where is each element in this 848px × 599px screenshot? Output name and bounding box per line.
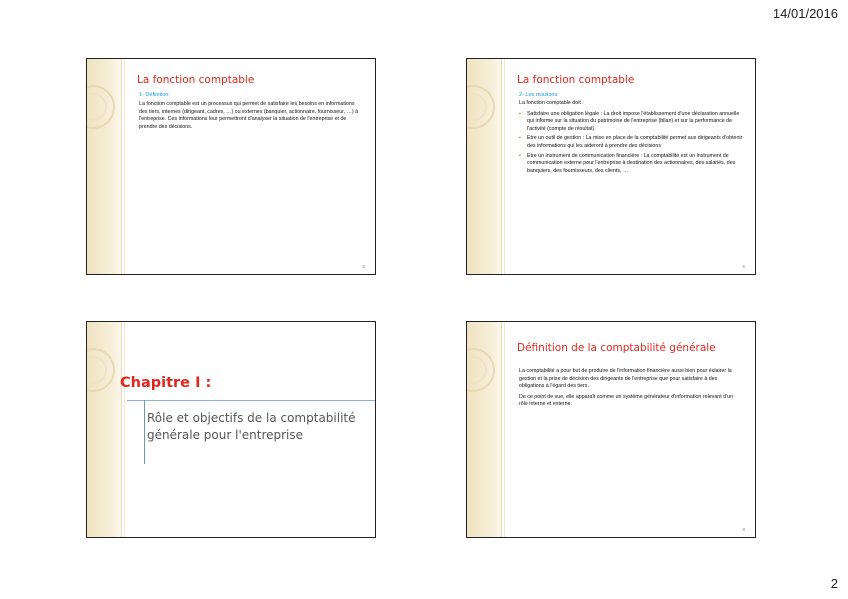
list-item-text: Satisfaire une obligation légale : La droit impose l'établissement d'une déclaration annuelle qui informe sur la situation du patrimoine de l'entreprise (bilan) et sur la performance de l'activité (compte de résultat). xyxy=(527,110,740,132)
decorative-line xyxy=(501,322,502,537)
slide-thumbnail-3 xyxy=(86,321,376,538)
list-item xyxy=(519,153,743,176)
decorative-line xyxy=(504,59,505,274)
chapter-subtitle: Rôle et objectifs de la comptabilité générale pour l'entreprise xyxy=(147,411,356,442)
slide-subtitle: 1- Définition: xyxy=(139,92,170,98)
divider xyxy=(127,400,375,401)
slide-title: La fonction comptable xyxy=(137,74,255,86)
slide-number: 6 xyxy=(742,264,745,269)
list-item xyxy=(519,111,743,134)
slide-body: La fonction comptable est un processus qui permet de satisfaire les besoins en informations des tiers, internes (dirigeant, cadres, …) ou externes (banquier, actionnaire, fournisseur, …) à l'entreprise. Ces informations leur permettront d'analyser la situation de l'entreprise et de prendre des décisions. xyxy=(139,101,359,130)
bullet-icon: ▪ xyxy=(519,110,521,117)
slide-number: 8 xyxy=(742,527,745,532)
list-item-text: Etre un instrument de communication financière : La comptabilité est un instrument de communication externe pour l'entreprise à destination des actionnaires, des salariés, des banquiers, des fournisseurs, des clients, … xyxy=(527,152,736,174)
slide-paragraph: La comptabilité a pour but de produire de l'information financière aussi bien pour éclairer la gestion et la prise de décision des dirigeants de l'entreprise que pour satisfaire à des obligations à l'égard des tiers. xyxy=(519,368,732,390)
slide-body xyxy=(519,100,743,177)
decorative-line xyxy=(504,322,505,537)
decorative-line xyxy=(124,59,125,274)
decorative-line xyxy=(121,59,122,274)
slide-thumbnail-4 xyxy=(466,321,756,538)
slide-body xyxy=(519,368,743,409)
page-date: 14/01/2016 xyxy=(772,6,838,21)
list-item-text: Etre un outil de gestion : La mise en place de la comptabilité permet aux dirigeants d'obtenir des informations qui les aideront à prendre des décisions xyxy=(527,135,743,149)
slide-thumbnail-2 xyxy=(466,58,756,275)
bullet-list xyxy=(519,111,743,176)
bullet-icon: ▪ xyxy=(519,152,521,159)
slide-title: La fonction comptable xyxy=(517,74,635,86)
decorative-line xyxy=(124,322,125,537)
slide-paragraph: De ce point de vue, elle apparaît comme un système générateur d'information relevant d'un rôle interne et externe. xyxy=(519,393,734,408)
slide-intro: La fonction comptable doit : xyxy=(519,100,584,106)
decorative-line xyxy=(501,59,502,274)
bullet-icon: ▪ xyxy=(519,135,521,142)
chapter-title: Chapitre I : xyxy=(120,375,212,391)
list-item xyxy=(519,135,743,150)
slide-thumbnail-1 xyxy=(86,58,376,275)
slide-subtitle: 2- Les missions: xyxy=(519,92,559,98)
decorative-line xyxy=(121,322,122,537)
divider-vertical xyxy=(144,400,145,464)
slide-title: Définition de la comptabilité générale xyxy=(517,342,716,354)
page-number: 2 xyxy=(830,576,838,591)
slide-number: 5 xyxy=(362,264,365,269)
